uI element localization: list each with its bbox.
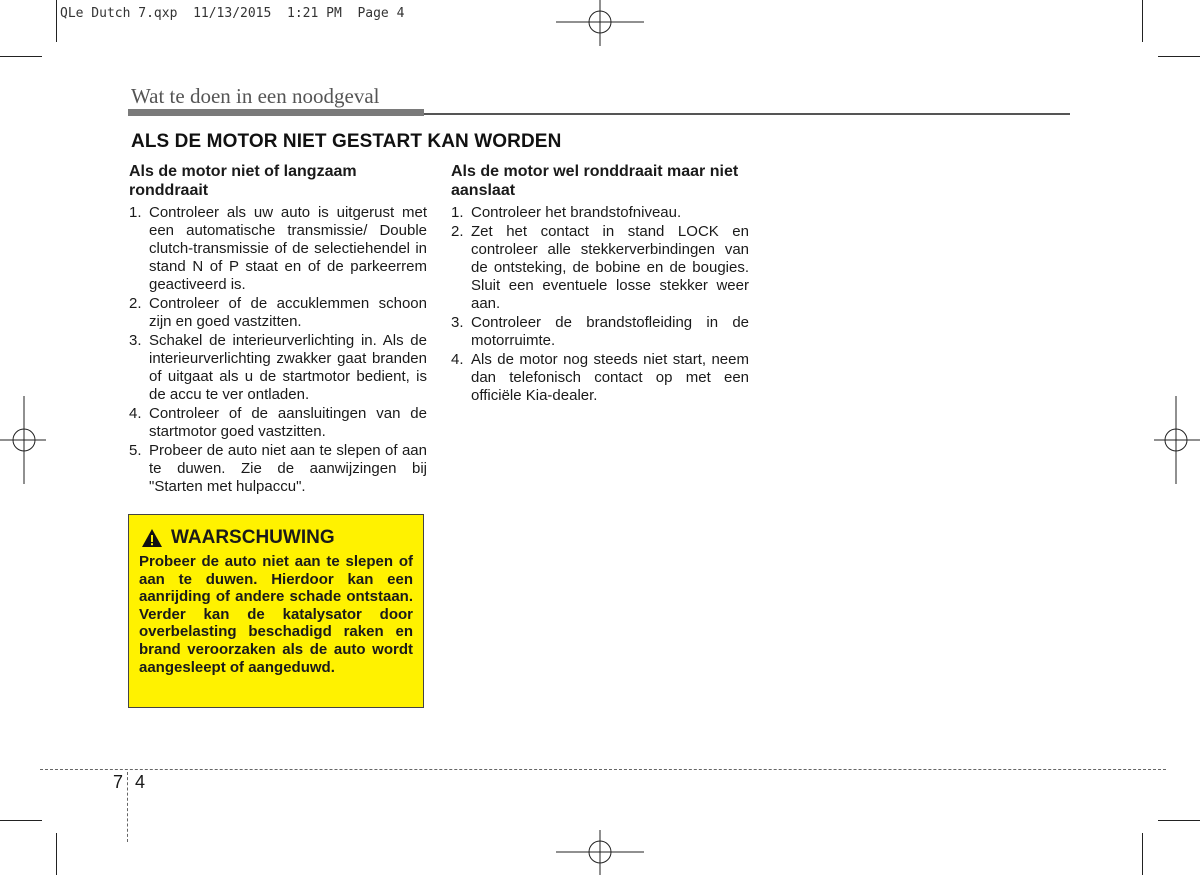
left-column-heading: Als de motor niet of langzaam ronddraait	[129, 163, 357, 199]
slug-date: 11/13/2015	[193, 6, 272, 21]
header-rule	[424, 113, 1070, 115]
registration-mark-left-icon	[0, 396, 48, 484]
registration-mark-top-icon	[556, 0, 644, 48]
list-item: 1. Controleer het brandstofniveau.	[451, 204, 682, 221]
chapter-number: 7	[113, 772, 124, 792]
warning-triangle-icon	[141, 528, 163, 548]
warning-body: Probeer de auto niet aan te slepen of aan te duwen. Hierdoor kan een aanrijding of andere schade ontstaan. Verder kan de katalysator door overbelasting beschadigd raken en brand veroorzaken als de auto wordt aangesleept of aangeduwd.	[139, 553, 413, 676]
left-column-list	[129, 204, 427, 496]
header-bar	[128, 109, 424, 116]
slug-page: Page 4	[357, 6, 405, 21]
section-title: ALS DE MOTOR NIET GESTART KAN WORDEN	[131, 131, 562, 152]
print-slug	[60, 6, 404, 21]
left-column	[129, 162, 427, 497]
page-number: 4	[135, 772, 146, 792]
warning-title: WAARSCHUWING	[171, 527, 335, 548]
list-item: 3. Schakel de interieurverlichting in. Als de interieurverlichting zwakker gaat branden of uitgaat als u de startmotor bedient, is de accu te ver ontladen.	[129, 332, 427, 403]
footer-divider	[40, 769, 1166, 770]
list-item: 4. Controleer of de aansluitingen van de startmotor goed vastzitten.	[129, 405, 427, 440]
list-item: 5. Probeer de auto niet aan te slepen of aan te duwen. Zie de aanwijzingen bij "Starten met hulpaccu".	[129, 442, 427, 495]
chapter-title: Wat te doen in een noodgeval	[131, 84, 380, 108]
registration-mark-bottom-icon	[556, 830, 644, 875]
right-column-list	[451, 204, 749, 405]
right-column	[451, 162, 749, 406]
list-item: 2. Zet het contact in stand LOCK en controleer alle stekkerverbindingen van de ontsteking, de bobine en de bougies. Sluit een eventuele losse stekker weer aan.	[451, 223, 749, 312]
list-item: 2. Controleer of de accuklemmen schoon zijn en goed vastzitten.	[129, 295, 427, 330]
warning-header	[141, 527, 413, 549]
warning-box	[128, 514, 424, 708]
list-item: 4. Als de motor nog steeds niet start, neem dan telefonisch contact op met een officiële Kia-dealer.	[451, 351, 749, 404]
page-number-separator	[127, 772, 128, 842]
slug-file: QLe Dutch 7.qxp	[60, 6, 178, 21]
right-column-heading: Als de motor wel ronddraait maar niet aanslaat	[451, 163, 739, 199]
list-item: 1. Controleer als uw auto is uitgerust met een automatische transmissie/ Double clutch-transmissie of de selectiehendel in stand N of P staat en of de parkeerrem geactiveerd is.	[129, 204, 427, 293]
list-item: 3. Controleer de brandstofleiding in de motorruimte.	[451, 314, 749, 349]
registration-mark-right-icon	[1152, 396, 1200, 484]
slug-time: 1:21 PM	[287, 6, 342, 21]
